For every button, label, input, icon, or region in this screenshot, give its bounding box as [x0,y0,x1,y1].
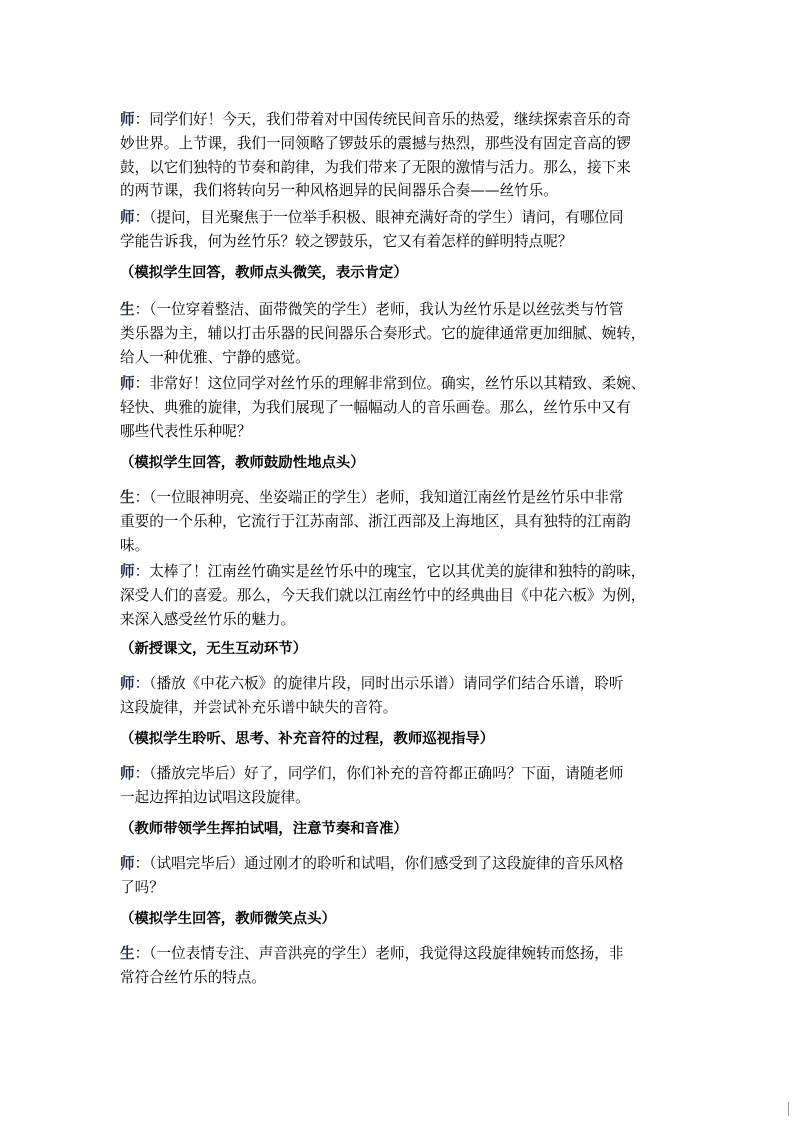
speaker-label: 生 [120,945,135,962]
text-line: 的两节课，我们将转向另一种风格迥异的民间器乐合奏——丝竹乐。 [120,182,558,200]
stage-direction: （教师带领学生挥拍试唱，注意节奏和音准） [120,820,408,837]
text-line: 一起边挥拍边试唱这段旋律。 [120,788,310,806]
text-line [120,762,680,786]
text-line [120,672,680,696]
text-line: 深受人们的喜爱。那么，今天我们就以江南丝竹中的经典曲目《中花六板》为例， [120,586,646,604]
speaker-label: 师 [120,111,135,128]
speaker-label: 生 [120,301,135,318]
text-line: 类乐器为主，辅以打击乐器的民间器乐合奏形式。它的旋律通常更加细腻、婉转， [120,324,646,342]
speaker-label: 师 [120,209,135,226]
text-line: 哪些代表性乐种呢？ [120,422,252,440]
text-line [120,486,680,510]
text-line: 重要的一个乐种，它流行于江苏南部、浙江西部及上海地区，具有独特的江南韵 [120,512,631,530]
text-line [120,560,680,584]
line-text: ：（提问，目光聚焦于一位举手积极、眼神充满好奇的学生）请问，有哪位同 [134,209,624,226]
text-line: 给人一种优雅、宁静的感觉。 [120,348,310,366]
line-text: ：（一位穿着整洁、面带微笑的学生）老师，我认为丝竹乐是以丝弦类与竹管 [134,301,624,318]
dialogue-paragraph [120,560,680,631]
speaker-label: 师 [120,765,135,782]
text-line: 轻快、典雅的旋律，为我们展现了一幅幅动人的音乐画卷。那么，丝竹乐中又有 [120,398,631,416]
stage-direction: （模拟学生回答，教师鼓励性地点头） [120,454,365,471]
text-line [120,108,680,132]
stage-direction: （模拟学生聆听、思考、补充音符的过程，教师巡视指导） [120,730,495,747]
dialogue-paragraph [120,486,680,557]
line-text: ：（播放完毕后）好了，同学们，你们补充的音符都正确吗？下面，请随老师 [134,765,624,782]
text-line [120,372,680,396]
text-line: 了吗？ [120,878,164,896]
line-text: ：（一位眼神明亮、坐姿端正的学生）老师，我知道江南丝竹是丝竹乐中非常 [134,489,624,506]
dialogue-paragraph [120,672,680,720]
line-text: ：非常好！这位同学对丝竹乐的理解非常到位。确实，丝竹乐以其精致、柔婉、 [134,375,646,392]
text-line: 妙世界。上节课，我们一同领略了锣鼓乐的震撼与热烈，那些没有固定音高的锣 [120,134,631,152]
text-line: 味。 [120,536,150,554]
dialogue-paragraph [120,852,680,900]
text-line [120,206,680,230]
speaker-label: 生 [120,489,135,506]
dialogue-paragraph [120,298,680,369]
stage-direction: （模拟学生回答，教师点头微笑，表示肯定） [120,264,408,281]
line-text: ：（播放《中花六板》的旋律片段，同时出示乐谱）请同学们结合乐谱，聆听 [134,675,624,692]
speaker-label: 师 [120,675,135,692]
speaker-label: 师 [120,855,135,872]
text-line [120,298,680,322]
dialogue-paragraph [120,206,680,254]
line-text: ：（一位表情专注、声音洪亮的学生）老师，我觉得这段旋律婉转而悠扬，非 [134,945,624,962]
line-text: ：太棒了！江南丝竹确实是丝竹乐中的瑰宝，它以其优美的旋律和独特的韵味， [134,563,646,580]
stage-direction: （新授课文，无生互动环节） [120,640,308,657]
speaker-label: 师 [120,563,135,580]
text-line: 常符合丝竹乐的特点。 [120,968,266,986]
text-line: 鼓，以它们独特的节奏和韵律，为我们带来了无限的激情与活力。那么，接下来 [120,158,631,176]
dialogue-paragraph [120,942,680,990]
line-text: ：同学们好！今天，我们带着对中国传统民间音乐的热爱，继续探索音乐的奇 [134,111,631,128]
text-line [120,942,680,966]
dialogue-paragraph [120,108,680,203]
text-line [120,852,680,876]
dialogue-paragraph [120,762,680,810]
text-line: 学能告诉我，何为丝竹乐？较之锣鼓乐，它又有着怎样的鲜明特点呢？ [120,232,573,250]
line-text: ：（试唱完毕后）通过刚才的聆听和试唱，你们感受到了这段旋律的音乐风格 [134,855,624,872]
text-line: 来深入感受丝竹乐的魅力。 [120,610,296,628]
page-edge-mark [788,1102,789,1116]
text-line: 这段旋律，并尝试补充乐谱中缺失的音符。 [120,698,398,716]
dialogue-paragraph [120,372,680,443]
speaker-label: 师 [120,375,135,392]
stage-direction: （模拟学生回答，教师微笑点头） [120,910,336,927]
